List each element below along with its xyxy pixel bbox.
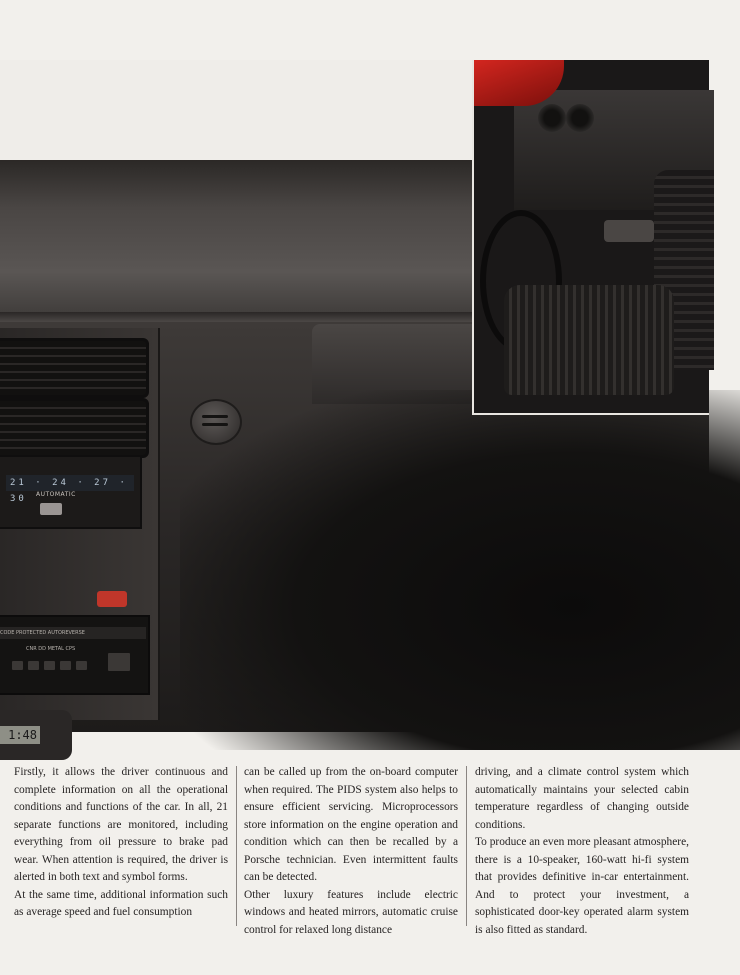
climate-control-panel (0, 455, 142, 529)
speaker-icon (566, 104, 594, 132)
paragraph: Firstly, it allows the driver continuous and complete information on all the operational conditions and functions of the car. In all, 21 separate functions are monitored, including everything from oil pressure to brake pad wear. When attention is required, the driver is alerted in both text and symbol forms. (14, 766, 228, 883)
climate-mode-label: AUTOMATIC (36, 491, 76, 498)
paragraph: Other luxury features include electric windows and heated mirrors, automatic cruise control for relaxed long distance (244, 888, 458, 936)
paragraph: To produce an even more pleasant atmosphere, there is a 10-speaker, 160-watt hi-fi system that provides definitive in-car entertainment. And to protect your investment, a sophisticated door-key operated alarm system is also fitted as standard. (475, 836, 689, 936)
radio-key-labels: CNR DD METAL CPS (26, 646, 76, 652)
round-vent-icon (190, 399, 242, 445)
radio-key (76, 661, 87, 670)
clock-housing (0, 710, 72, 760)
text-column-1 (14, 764, 228, 922)
radio-label-strip: CODE PROTECTED AUTOREVERSE (0, 627, 146, 639)
air-vent-upper (0, 338, 149, 398)
column-divider (466, 766, 467, 926)
climate-display: 21 · 24 · 27 · 30 (6, 475, 134, 491)
driver-seat (504, 285, 674, 395)
radio-key (28, 661, 39, 670)
paragraph: can be called up from the on-board computer when required. The PIDS system also helps to ensure efficient servicing. Microprocessors store information on the engine operation and condition which can then be recalled by a Porsche technician. Even intermittent faults can be detected. (244, 766, 458, 883)
speaker-icon (538, 104, 566, 132)
alarm-button (97, 591, 127, 607)
clock-display: 1:48 (0, 726, 40, 744)
radio-knob (108, 653, 130, 671)
interior-photo (472, 60, 709, 415)
gear-lever (604, 220, 654, 242)
dashboard-shadow (180, 390, 740, 750)
text-column-2 (244, 764, 458, 939)
radio-unit (0, 615, 150, 695)
radio-key (60, 661, 71, 670)
radio-key (44, 661, 55, 670)
climate-slider-knob-lower (40, 503, 62, 515)
air-vent-lower (0, 398, 149, 458)
column-divider (236, 766, 237, 926)
radio-key (12, 661, 23, 670)
text-column-3 (475, 764, 689, 939)
paragraph: driving, and a climate control system which automatically maintains your selected cabin temperature regardless of changing outside conditions. (475, 766, 689, 831)
paragraph: At the same time, additional information such as average speed and fuel consumption (14, 888, 228, 918)
